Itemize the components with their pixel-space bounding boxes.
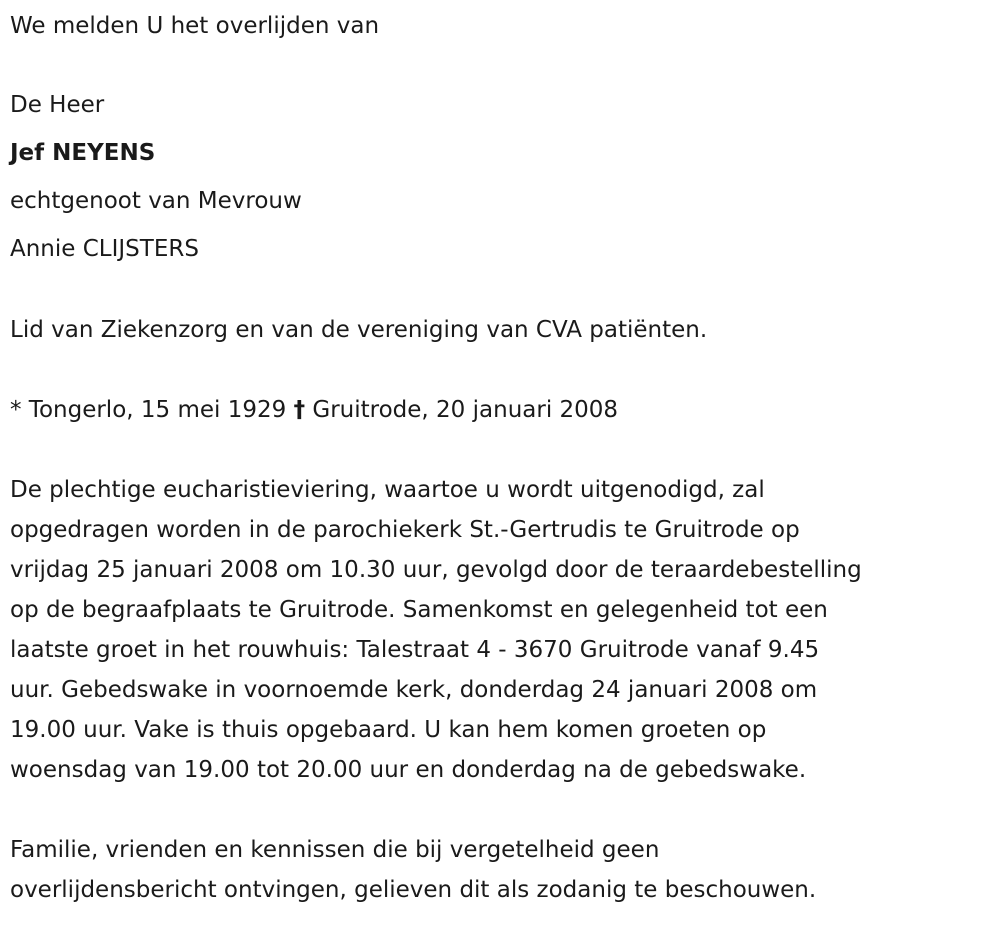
ceremony-line: woensdag van 19.00 tot 20.00 uur en donderdag na de gebedswake.	[10, 757, 807, 783]
membership-text: Lid van Ziekenzorg en van de vereniging van CVA patiënten.	[10, 317, 708, 343]
closing-line: overlijdensbericht ontvingen, gelieven dit als zodanig te beschouwen.	[10, 877, 817, 903]
spouse-label: echtgenoot van Mevrouw	[10, 188, 302, 214]
dagger-icon: †	[293, 397, 306, 423]
closing-line: Familie, vrienden en kennissen die bij vergetelheid geen	[10, 837, 660, 863]
ceremony-line: uur. Gebedswake in voornoemde kerk, donderdag 24 januari 2008 om	[10, 677, 818, 703]
ceremony-line: 19.00 uur. Vake is thuis opgebaard. U kan hem komen groeten op	[10, 717, 767, 743]
birth-text: * Tongerlo, 15 mei 1929	[10, 397, 287, 423]
ceremony-line: laatste groet in het rouwhuis: Talestraat 4 - 3670 Gruitrode vanaf 9.45	[10, 637, 820, 663]
deceased-title: De Heer	[10, 92, 105, 118]
birth-death-line	[10, 390, 618, 430]
death-text: Gruitrode, 20 januari 2008	[312, 397, 619, 423]
deceased-name: Jef NEYENS	[10, 140, 156, 166]
intro-text: We melden U het overlijden van	[10, 13, 380, 39]
spouse-name: Annie CLIJSTERS	[10, 236, 199, 262]
ceremony-line: op de begraafplaats te Gruitrode. Samenkomst en gelegenheid tot een	[10, 597, 828, 623]
ceremony-line: vrijdag 25 januari 2008 om 10.30 uur, gevolgd door de teraardebestelling	[10, 557, 862, 583]
ceremony-line: De plechtige eucharistieviering, waartoe u wordt uitgenodigd, zal	[10, 477, 765, 503]
ceremony-line: opgedragen worden in de parochiekerk St.-Gertrudis te Gruitrode op	[10, 517, 800, 543]
